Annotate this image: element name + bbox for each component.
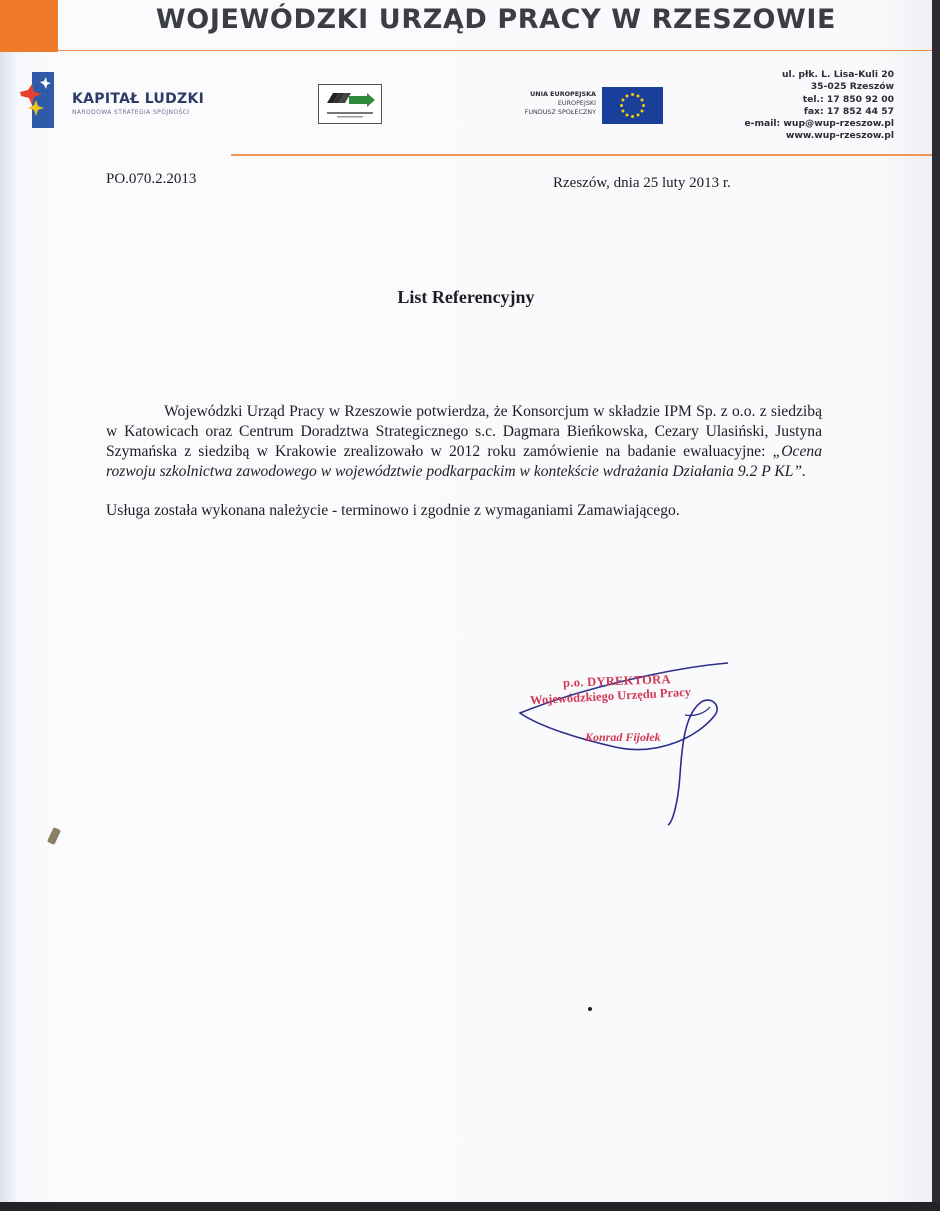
study-title: „Ocena rozwoju szkolnictwa zawodowego w województwie podkarpackim w kontekście wdrażania Działania 9.2 P KL”.: [106, 443, 822, 480]
contact-fax: fax: 17 852 44 57: [803, 105, 894, 117]
body-paragraph-1: [106, 402, 822, 482]
scan-mark: [47, 827, 61, 845]
contact-city: 35-025 Rzeszów: [810, 81, 894, 93]
scan-dot: [588, 1007, 592, 1011]
header-divider: [58, 50, 934, 51]
kapital-ludzki-title: KAPITAŁ LUDZKI: [72, 91, 205, 107]
eu-star-icon: [626, 94, 629, 97]
paragraph-1-text: Wojewódzki Urząd Pracy w Rzeszowie potwierdza, że Konsorcjum w składzie IPM Sp. z o.o. z siedzibą w Katowicach oraz Centrum Doradztwa Strategicznego s.c. Dagmara Bieńkowska, Cezary Ulasiński, Justyna Szymańska z siedzibą w Krakowie zrealizowało w 2012 roku zamówienie na badanie ewaluacyjne:: [106, 403, 822, 460]
contact-website: www.wup-rzeszow.pl: [785, 130, 894, 142]
contact-email: e-mail: wup@wup-rzeszow.pl: [744, 118, 894, 130]
wup-logo-icon: [318, 84, 382, 124]
eu-union-label: UNIA EUROPEJSKA: [530, 90, 596, 98]
eu-star-icon: [642, 104, 645, 107]
header-accent-bar: [0, 0, 58, 52]
scan-edge-bottom: [0, 1202, 940, 1211]
letter-date: Rzeszów, dnia 25 luty 2013 r.: [553, 175, 731, 191]
eu-star-icon: [620, 104, 623, 107]
contact-tel: tel.: 17 850 92 00: [802, 93, 894, 105]
letter-body: [106, 402, 822, 521]
eu-social-fund-label: FUNDUSZ SPOŁECZNY: [524, 108, 596, 116]
eu-star-icon: [637, 114, 640, 117]
eu-european-label: EUROPEJSKI: [557, 99, 596, 107]
stamp-office: Wojewódzkiego Urzędu Pracy: [529, 684, 692, 708]
eu-star-icon: [631, 93, 634, 96]
contact-block: [744, 69, 894, 143]
eu-star-icon: [631, 115, 634, 118]
stamp-signatory-name: Konrad Fijołek: [585, 730, 661, 744]
stamp-title: p.o. DYREKTORA: [562, 672, 672, 690]
eu-star-icon: [641, 99, 644, 102]
eu-star-icon: [626, 114, 629, 117]
document-title: List Referencyjny: [397, 287, 535, 307]
scan-edge-right: [932, 0, 940, 1211]
contact-divider: [231, 154, 932, 156]
kapital-ludzki-logo-icon: [18, 72, 58, 128]
office-name-header: WOJEWÓDZKI URZĄD PRACY W RZESZOWIE: [155, 4, 837, 35]
kapital-ludzki-subtitle: NARODOWA STRATEGIA SPÓJNOŚCI: [72, 109, 190, 116]
contact-street: ul. płk. L. Lisa-Kuli 20: [782, 69, 894, 80]
eu-star-icon: [641, 110, 644, 113]
reference-number: PO.070.2.2013: [106, 171, 197, 187]
eu-flag-icon: [602, 87, 663, 124]
eu-star-icon: [637, 94, 640, 97]
eu-fund-label: [472, 90, 596, 117]
eu-star-icon: [621, 99, 624, 102]
body-paragraph-2: Usługa została wykonana należycie - terminowo i zgodnie z wymaganiami Zamawiającego.: [106, 502, 680, 519]
eu-star-icon: [621, 110, 624, 113]
